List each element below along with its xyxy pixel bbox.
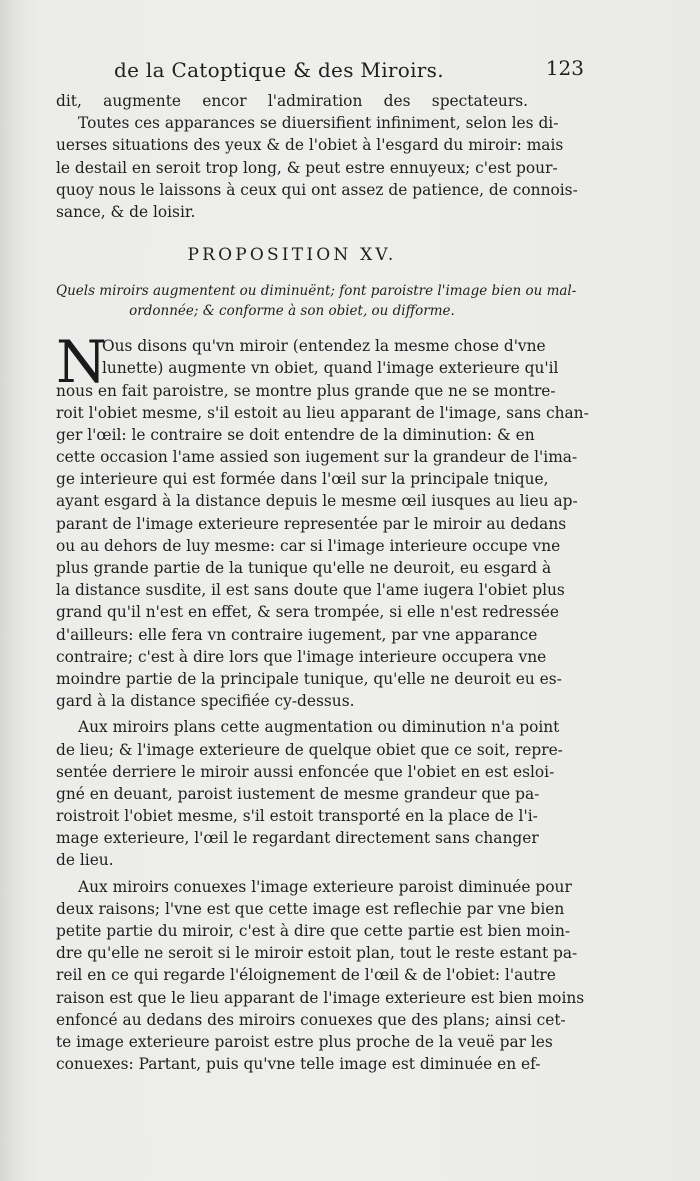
text-line: ayant esgard à la distance depuis le mesme œil iusques au lieu ap- — [56, 492, 578, 511]
text-line: Aux miroirs conuexes l'image exterieure paroist diminuée pour — [78, 877, 572, 896]
drop-cap: N — [56, 328, 107, 397]
text-line: dre qu'elle ne seroit si le miroir estoit plan, tout le reste estant pa- — [56, 944, 578, 963]
text-line: sance, & de loisir. — [56, 202, 196, 221]
text-line: cette occasion l'ame assied son iugement sur la grandeur de l'ima- — [56, 448, 578, 467]
text-line: de lieu. — [56, 851, 114, 870]
paragraph-1 — [56, 328, 589, 712]
text-line: uerses situations des yeux & de l'obiet à l'esgard du miroir: mais — [56, 136, 564, 155]
page-number: 123 — [545, 56, 584, 80]
text-line: roit l'obiet mesme, s'il estoit au lieu apparant de l'image, sans chan- — [56, 403, 589, 422]
text-line: reil en ce qui regarde l'éloignement de l'œil & de l'obiet: l'autre — [56, 966, 556, 985]
text-line: d'ailleurs: elle fera vn contraire iugement, par vne apparance — [56, 625, 538, 644]
text-line: raison est que le lieu apparant de l'image exterieure est bien moins — [56, 988, 585, 1007]
proposition-title: PROPOSITION XV. — [187, 245, 397, 266]
text-line: mage exterieure, l'œil le regardant directement sans changer — [56, 829, 539, 848]
text-line: nous en fait paroistre, se montre plus grande que ne se montre- — [56, 381, 556, 400]
text-line: grand qu'il n'est en effet, & sera trompée, si elle n'est redressée — [56, 603, 559, 622]
text-line: enfoncé au dedans des miroirs conuexes que des plans; ainsi cet- — [56, 1010, 566, 1029]
intro-paragraphs — [56, 90, 578, 223]
text-line: petite partie du miroir, c'est à dire que cette partie est bien moin- — [56, 922, 571, 940]
text-line: ge interieure qui est formée dans l'œil sur la principale tnique, — [56, 470, 549, 489]
proposition-subtitle — [56, 281, 577, 321]
text-line: gard à la distance specifiée cy-dessus. — [56, 692, 355, 711]
text-line: Aux miroirs plans cette augmentation ou diminution n'a point — [78, 718, 560, 737]
text-line: de lieu; & l'image exterieure de quelque obiet que ce soit, repre- — [56, 740, 563, 759]
text-line: dit, augmente encor l'admiration des spectateurs. — [56, 92, 528, 110]
text-line: sentée derriere le miroir aussi enfoncée que l'obiet en est esloi- — [56, 762, 555, 781]
text-line: Ous disons qu'vn miroir (entendez la mesme chose d'vne — [102, 337, 546, 356]
running-title: de la Catoptique & des Miroirs. — [114, 58, 444, 82]
text-line: parant de l'image exterieure representée par le miroir au dedans — [56, 514, 567, 533]
text-line: contraire; c'est à dire lors que l'image interieure occupera vne — [56, 647, 547, 666]
text-line: te image exterieure paroist estre plus proche de la veuë par les — [56, 1032, 553, 1051]
text-line: gné en deuant, paroist iustement de mesme grandeur que pa- — [56, 784, 540, 803]
binding-shadow — [0, 0, 28, 1181]
text-line: le destail en seroit trop long, & peut estre ennuyeux; c'est pour- — [56, 158, 558, 177]
subtitle-line: ordonnée; & conforme à son obiet, ou difforme. — [129, 303, 455, 320]
page-header — [56, 54, 584, 90]
text-line: Toutes ces apparances se diuersifient infiniment, selon les di- — [78, 114, 559, 133]
page-text — [56, 54, 589, 1075]
text-line: roistroit l'obiet mesme, s'il estoit transporté en la place de l'i- — [56, 807, 538, 826]
text-line: quoy nous le laissons à ceux qui ont assez de patience, de connois- — [56, 180, 578, 199]
text-line: plus grande partie de la tunique qu'elle ne deuroit, eu esgard à — [56, 559, 552, 577]
text-line: conuexes: Partant, puis qu'vne telle image est diminuée en ef- — [56, 1055, 541, 1074]
paragraph-2 — [56, 716, 563, 871]
text-line: moindre partie de la principale tunique, qu'elle ne deuroit eu es- — [56, 669, 562, 688]
paragraph-3 — [56, 876, 585, 1076]
text-line: la distance susdite, il est sans doute que l'ame iugera l'obiet plus — [56, 581, 565, 600]
text-line: ou au dehors de luy mesme: car si l'image interieure occupe vne — [56, 536, 561, 555]
text-line: lunette) augmente vn obiet, quand l'image exterieure qu'il — [102, 359, 559, 378]
text-line: deux raisons; l'vne est que cette image est reflechie par vne bien — [56, 899, 565, 918]
text-line: ger l'œil: le contraire se doit entendre de la diminution: & en — [56, 425, 535, 444]
subtitle-line: Quels miroirs augmentent ou diminuënt; font paroistre l'image bien ou mal- — [56, 283, 577, 300]
